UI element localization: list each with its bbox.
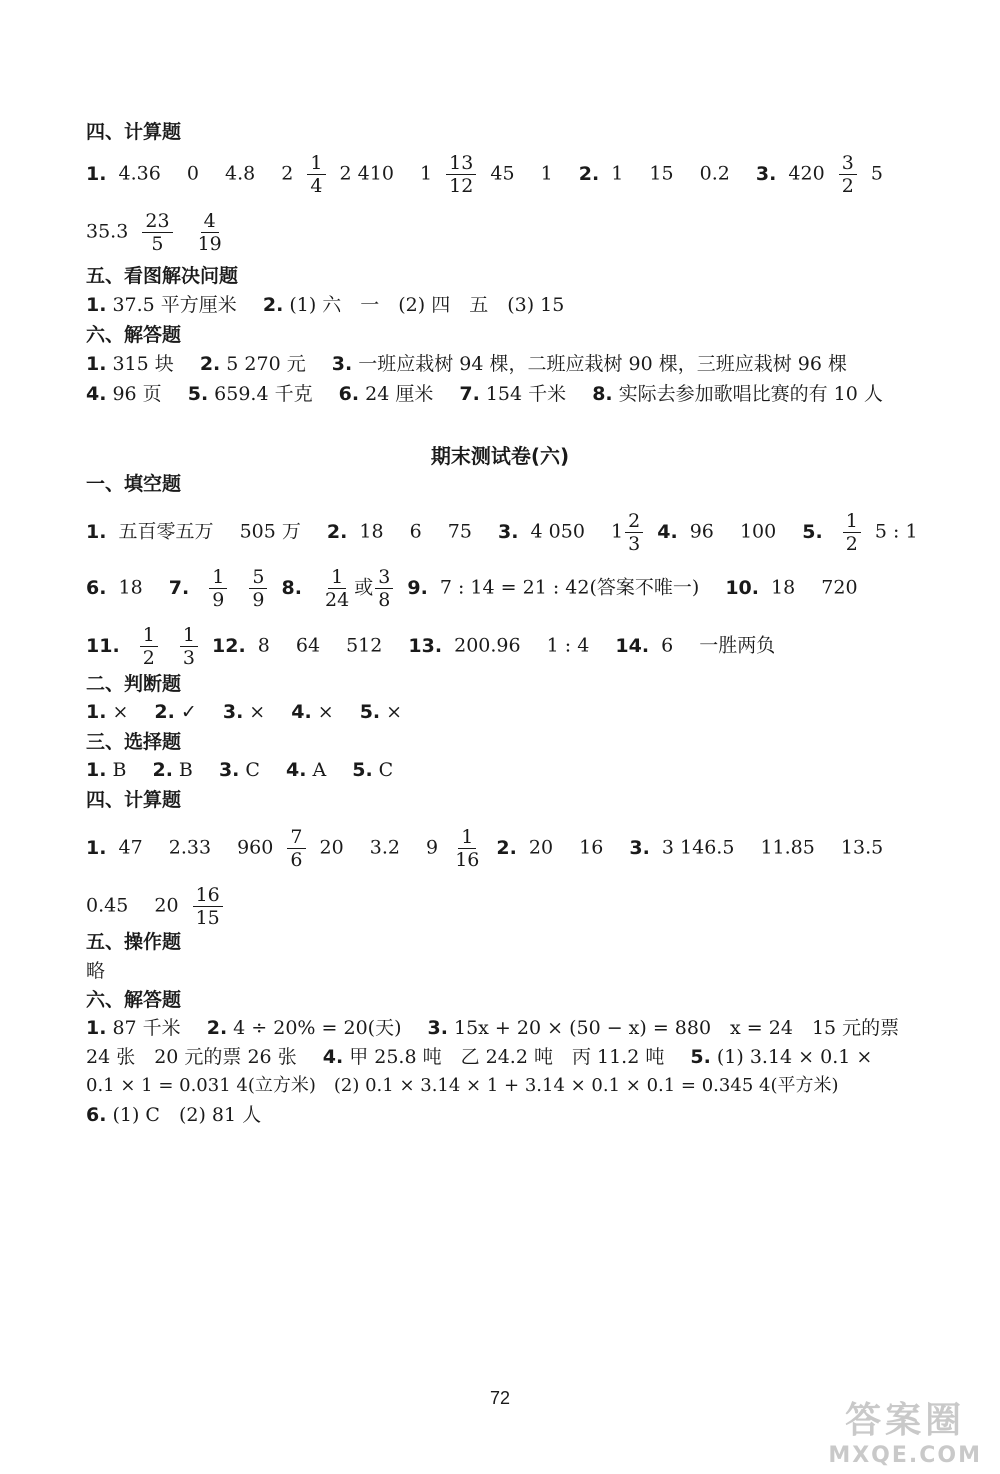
answer: (1) 六 一 (2) 四 五 (3) 15: [289, 294, 565, 316]
answer: 200.96: [454, 634, 521, 657]
answer: 18: [118, 576, 143, 599]
answer: ×: [249, 701, 266, 723]
item-number: 1.: [86, 701, 107, 723]
item-number: 10.: [725, 576, 759, 599]
answer: 1: [610, 520, 624, 543]
answer: 4.8: [225, 162, 256, 185]
item-number: 3.: [498, 520, 519, 543]
answer: 20: [528, 836, 554, 859]
operation-answer: 略: [86, 960, 106, 982]
picture-answers: [86, 291, 564, 319]
fill-answers-row-1: [86, 510, 918, 555]
item-number: 3.: [331, 353, 353, 375]
fraction: $\frac{5}{9}$: [249, 566, 267, 611]
answer: 37.5 平方厘米: [112, 294, 237, 316]
item-number: 12.: [212, 634, 246, 657]
answer: (1) C (2) 81 人: [112, 1104, 262, 1126]
item-number: 2.: [578, 162, 600, 185]
answer: B: [112, 759, 127, 781]
item-number: 3.: [218, 759, 240, 781]
answer: 2.33: [168, 836, 212, 859]
answer: 75: [447, 520, 472, 543]
item-number: 5.: [359, 701, 381, 723]
section-heading-judge: 二、判断题: [86, 673, 182, 695]
answer: 420: [788, 162, 825, 185]
answer: 18: [359, 520, 384, 543]
item-number: 7.: [459, 383, 480, 405]
answer: 35.3: [86, 220, 129, 243]
answer: 13.5: [840, 836, 884, 859]
section-heading-calc: 四、计算题: [86, 121, 182, 143]
page-number: 72: [489, 1388, 511, 1408]
item-number: 2.: [152, 759, 173, 781]
item-number: 4.: [657, 520, 678, 543]
item-number: 5.: [352, 759, 373, 781]
answer: 3 146.5: [661, 836, 735, 859]
item-number: 4.: [291, 701, 312, 723]
answer: 实际去参加歌唱比赛的有 10 人: [618, 383, 883, 405]
answer: 2: [281, 162, 294, 185]
answer: 45: [490, 162, 515, 185]
answer: 3.2: [369, 836, 400, 859]
answer: 9: [426, 836, 439, 859]
item-number: 8.: [281, 576, 302, 599]
answer: C: [378, 759, 394, 781]
fraction: $\frac{1}{24}$: [325, 566, 350, 611]
answer: 24 厘米: [365, 383, 434, 405]
item-number: 4.: [322, 1046, 344, 1068]
answer: 64: [295, 634, 321, 657]
answer: 1 : 4: [546, 634, 590, 657]
answer: 15x + 20 × (50 − x) = 880 x = 24 15 元的票: [454, 1017, 900, 1039]
answer: 720: [821, 576, 858, 599]
item-number: 11.: [86, 634, 120, 657]
item-number: 4.: [86, 383, 107, 405]
answer: ×: [317, 701, 334, 723]
answer: 6: [409, 520, 422, 543]
item-number: 5.: [690, 1046, 711, 1068]
fraction: $\frac{3}{8}$: [375, 566, 393, 611]
answer: 4.36: [118, 162, 161, 185]
item-number: 3.: [427, 1017, 448, 1039]
answer: 一胜两负: [699, 634, 776, 657]
answers2-line-1: [86, 1014, 899, 1042]
answer: 4 050: [530, 520, 585, 543]
answers-row-1: [86, 350, 847, 378]
fill-answers-row-2: [86, 566, 858, 611]
answer: 0.2: [699, 162, 730, 185]
fraction: $\frac{2}{3}$: [625, 510, 643, 555]
item-number: 3.: [222, 701, 244, 723]
answer: 154 千米: [485, 383, 567, 405]
item-number: 1.: [86, 836, 107, 859]
fraction: $\frac{16}{15}$: [193, 884, 223, 929]
item-number: 1.: [86, 520, 107, 543]
section-heading-fill: 一、填空题: [86, 473, 182, 495]
answer: 100: [739, 520, 777, 543]
item-number: 5.: [187, 383, 209, 405]
answer: 96 页: [112, 383, 162, 405]
answer: 960: [237, 836, 274, 859]
answer: 96: [689, 520, 714, 543]
answer: 11.85: [760, 836, 815, 859]
item-number: 6.: [86, 1104, 107, 1126]
answer: 659.4 千克: [214, 383, 313, 405]
item-number: 6.: [86, 576, 107, 599]
calc2-answers-row-1: [86, 826, 883, 871]
fraction: $\frac{4}{19}$: [197, 210, 222, 255]
answers2-line-2: [86, 1043, 872, 1071]
answer: 16: [579, 836, 604, 859]
item-number: 2.: [262, 294, 284, 316]
answer: 505 万: [239, 520, 301, 543]
answer: 512: [346, 634, 383, 657]
calc-answers-row-2: [86, 210, 233, 255]
fill-answers-row-3: [86, 624, 775, 669]
item-number: 3.: [629, 836, 650, 859]
answer: ×: [112, 701, 129, 723]
watermark-logo: 答案圈 MXQE.COM: [828, 1400, 982, 1468]
item-number: 2.: [199, 353, 221, 375]
answer: 87 千米: [112, 1017, 181, 1039]
item-number: 13.: [408, 634, 443, 657]
item-number: 2.: [496, 836, 517, 859]
item-number: 1.: [86, 1017, 107, 1039]
item-number: 4.: [285, 759, 307, 781]
answer: 5: [870, 162, 883, 185]
item-number: 8.: [592, 383, 613, 405]
answer: 1: [540, 162, 553, 185]
fraction: $\frac{1}{4}$: [307, 152, 325, 197]
answers-row-2: [86, 380, 883, 408]
item-number: 14.: [615, 634, 650, 657]
calc-answers-row-1: [86, 152, 883, 197]
fraction: $\frac{13}{12}$: [446, 152, 476, 197]
calc2-answers-row-2: [86, 884, 231, 929]
item-number: 1.: [86, 294, 107, 316]
answer: 20: [154, 894, 179, 917]
fraction: $\frac{1}{16}$: [455, 826, 480, 871]
item-number: 1.: [86, 759, 107, 781]
answers2-line-3: 0.1 × 1 = 0.031 4(立方米) (2) 0.1 × 3.14 × 1 + 3.14 × 0.1 × 0.1 = 0.345 4(平方米): [86, 1075, 839, 1096]
item-number: 6.: [338, 383, 360, 405]
answer: 0: [186, 162, 199, 185]
answer: 315 块: [112, 353, 174, 375]
item-number: 7.: [168, 576, 190, 599]
answers2-line-4: [86, 1101, 261, 1129]
answer: 8: [257, 634, 270, 657]
item-number: 1.: [86, 353, 107, 375]
section-heading-calc-2: 四、计算题: [86, 789, 182, 811]
answer: 5 270 元: [226, 353, 306, 375]
answer: B: [178, 759, 193, 781]
fraction: $\frac{1}{2}$: [843, 510, 861, 555]
answer: 15: [649, 162, 674, 185]
fraction: $\frac{1}{9}$: [209, 566, 227, 611]
answer: 1: [611, 162, 624, 185]
answer: ×: [386, 701, 403, 723]
answer: (1) 3.14 × 0.1 ×: [716, 1046, 873, 1068]
item-number: 2.: [154, 701, 175, 723]
section-heading-choice: 三、选择题: [86, 731, 182, 753]
answer: 24 张 20 元的票 26 张: [86, 1046, 297, 1068]
answer: 1: [420, 162, 433, 185]
item-number: 5.: [802, 520, 823, 543]
item-number: 2.: [206, 1017, 228, 1039]
item-number: 3.: [755, 162, 777, 185]
section-heading-answers: 六、解答题: [86, 324, 182, 346]
section-heading-operation: 五、操作题: [86, 931, 182, 953]
answer: C: [245, 759, 260, 781]
answer: 7 : 14 = 21 : 42(答案不唯一): [439, 576, 700, 599]
answer: A: [312, 759, 327, 781]
answer: 20: [319, 836, 344, 859]
section-heading-picture: 五、看图解决问题: [86, 265, 239, 287]
item-number: 9.: [407, 576, 428, 599]
answer: 五百零五万: [118, 520, 214, 543]
judge-answers: [86, 698, 402, 726]
answer: 0.45: [86, 894, 129, 917]
answer: 47: [118, 836, 143, 859]
item-number: 1.: [86, 162, 107, 185]
fraction: $\frac{1}{3}$: [180, 624, 198, 669]
answer: 一班应栽树 94 棵，二班应栽树 90 棵，三班应栽树 96 棵: [358, 353, 847, 375]
item-number: 2.: [326, 520, 348, 543]
section-heading-answers-2: 六、解答题: [86, 989, 182, 1011]
answer: 6: [661, 634, 674, 657]
fraction: $\frac{1}{2}$: [140, 624, 158, 669]
fraction: $\frac{23}{5}$: [142, 210, 172, 255]
choice-answers: [86, 756, 393, 784]
answer: 2 410: [339, 162, 394, 185]
fraction: $\frac{3}{2}$: [839, 152, 857, 197]
exam-title: 期末测试卷(六): [430, 444, 570, 468]
answer: 5 : 1: [874, 520, 918, 543]
answer: 或: [354, 576, 374, 599]
fraction: $\frac{7}{6}$: [287, 826, 305, 871]
answer: 4 ÷ 20% = 20(天): [233, 1017, 402, 1039]
answer: 甲 25.8 吨 乙 24.2 吨 丙 11.2 吨: [349, 1046, 665, 1068]
answer: ✓: [180, 701, 197, 723]
answer: 18: [771, 576, 796, 599]
